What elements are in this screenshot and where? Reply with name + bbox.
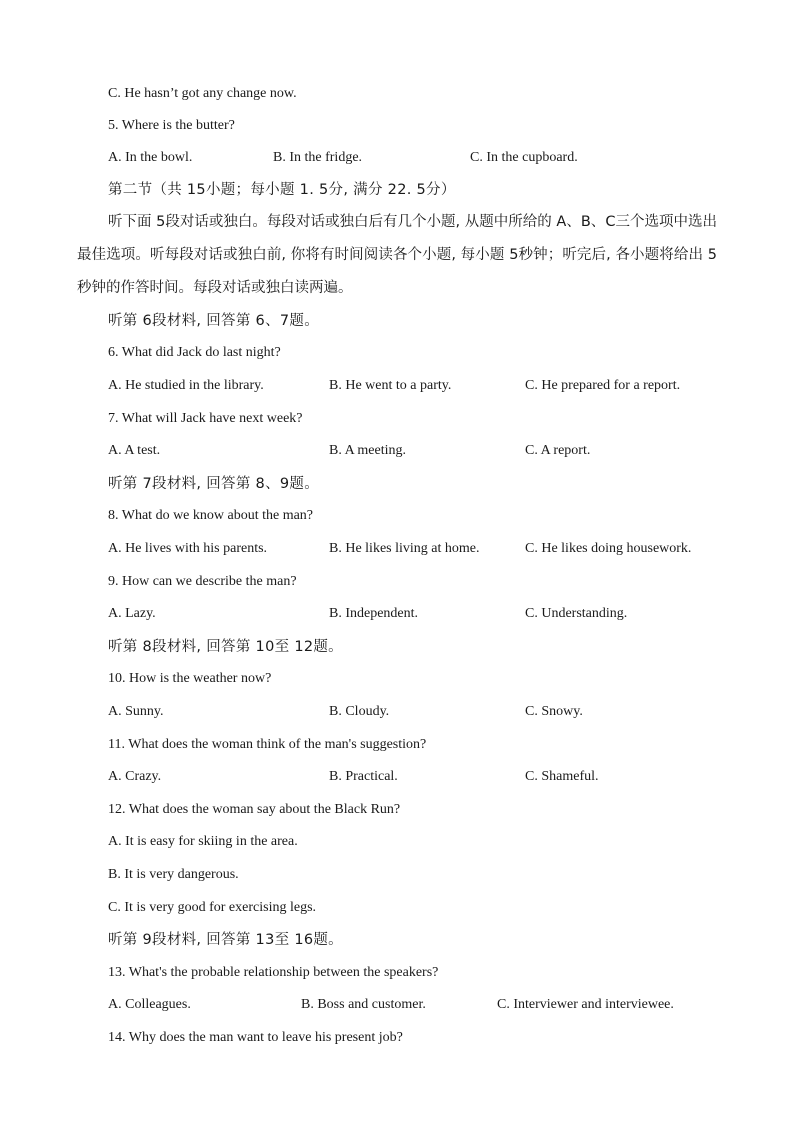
q12-question: 12. What does the woman say about the Black Run? (108, 802, 401, 817)
section2-instructions: 听下面 5段对话或独白。每段对话或独白后有几个小题, 从题中所给的 A、B、C三个选项中选出最佳选项。听每段对话或独白前, 你将有时间阅读各个小题, 每小题 5秒钟；听完后, 各小题将给出 5秒钟的作答时间。每段对话或独白读两遍。 (77, 214, 717, 296)
material7-label: 听第 7段材料, 回答第 8、9题。 (108, 476, 320, 492)
q9-option-c: C. Understanding. (525, 606, 628, 621)
q5-option-b: B. In the fridge. (273, 150, 363, 165)
q6-option-a: A. He studied in the library. (108, 378, 264, 393)
q7-option-a: A. A test. (108, 443, 161, 458)
q9-question: 9. How can we describe the man? (108, 574, 297, 589)
q5-question: 5. Where is the butter? (108, 118, 235, 133)
q13-option-b: B. Boss and customer. (301, 997, 426, 1012)
q13-option-a: A. Colleagues. (108, 997, 191, 1012)
q10-option-a: A. Sunny. (108, 704, 164, 719)
q10-option-c: C. Snowy. (525, 704, 583, 719)
q13-question: 13. What's the probable relationship between the speakers? (108, 965, 439, 980)
q5-option-a: A. In the bowl. (108, 150, 193, 165)
q6-question: 6. What did Jack do last night? (108, 345, 281, 360)
q9-option-b: B. Independent. (329, 606, 419, 621)
q8-option-c: C. He likes doing housework. (525, 541, 692, 556)
q11-question: 11. What does the woman think of the man's suggestion? (108, 737, 427, 752)
q10-question: 10. How is the weather now? (108, 671, 272, 686)
material9-label: 听第 9段材料, 回答第 13至 16题。 (108, 932, 343, 948)
q13-option-c: C. Interviewer and interviewee. (497, 997, 674, 1012)
q12-option-a: A. It is easy for skiing in the area. (108, 834, 298, 849)
q8-question: 8. What do we know about the man? (108, 508, 314, 523)
q7-question: 7. What will Jack have next week? (108, 411, 303, 426)
material8-label: 听第 8段材料, 回答第 10至 12题。 (108, 639, 343, 655)
q12-option-c: C. It is very good for exercising legs. (108, 900, 317, 915)
q14-question: 14. Why does the man want to leave his present job? (108, 1030, 403, 1045)
q9-option-a: A. Lazy. (108, 606, 156, 621)
q7-option-c: C. A report. (525, 443, 591, 458)
q7-option-b: B. A meeting. (329, 443, 406, 458)
q4-option-c: C. He hasn’t got any change now. (108, 86, 297, 101)
q11-option-a: A. Crazy. (108, 769, 162, 784)
q8-option-a: A. He lives with his parents. (108, 541, 268, 556)
section2-heading: 第二节（共 15小题；每小题 1. 5分, 满分 22. 5分） (108, 182, 456, 198)
q10-option-b: B. Cloudy. (329, 704, 390, 719)
q11-option-c: C. Shameful. (525, 769, 599, 784)
q11-option-b: B. Practical. (329, 769, 398, 784)
q8-option-b: B. He likes living at home. (329, 541, 480, 556)
q6-option-c: C. He prepared for a report. (525, 378, 681, 393)
material6-label: 听第 6段材料, 回答第 6、7题。 (108, 313, 320, 329)
q5-option-c: C. In the cupboard. (470, 150, 578, 165)
q6-option-b: B. He went to a party. (329, 378, 452, 393)
q12-option-b: B. It is very dangerous. (108, 867, 239, 882)
